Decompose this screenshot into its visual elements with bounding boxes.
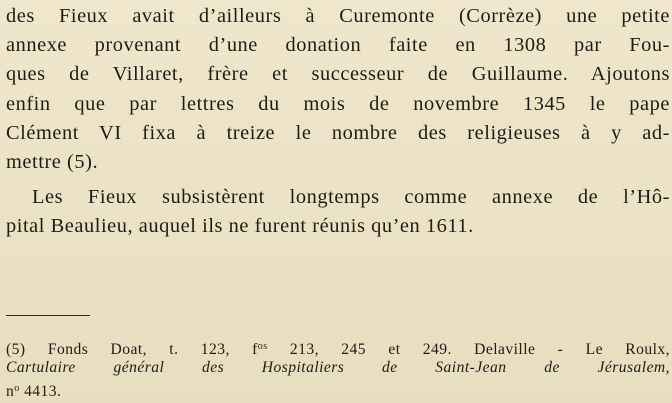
footnote-text: n — [6, 383, 15, 400]
footnote-text: 4413. — [24, 383, 62, 400]
footnote-5 — [6, 336, 670, 399]
text-line: mettre (5). — [6, 150, 99, 173]
text-line: enfin que par lettres du mois de novembre 1345 le pape — [6, 92, 670, 115]
footnote-superscript: o — [14, 383, 20, 394]
footnote-superscript: os — [257, 341, 268, 352]
footnote-line — [6, 336, 670, 357]
paragraph-2 — [6, 183, 670, 241]
footnote-marker: (5) — [6, 341, 26, 358]
text-line: Clément VI fixa à treize le nombre des religieuses à y ad- — [6, 121, 670, 144]
text-line: annexe provenant d’une donation faite en 1308 par Fou- — [6, 34, 670, 57]
footnote-separator — [6, 315, 90, 316]
footnote-italic-title: Cartulaire général des Hospitaliers de Saint-Jean de Jérusalem, — [6, 359, 670, 376]
text-line: pital Beaulieu, auquel ils ne furent réunis qu’en 1611. — [6, 215, 474, 238]
paragraph-1 — [6, 2, 670, 177]
text-line: Les Fieux subsistèrent longtemps comme annexe de l’Hô- — [32, 186, 670, 209]
footnote-line — [6, 378, 670, 399]
footnote-text: 213, 245 et 249. Delaville - Le Roulx, — [289, 341, 670, 358]
text-line: des Fieux avait d’ailleurs à Curemonte (Corrèze) une petite — [6, 5, 670, 27]
text-line: ques de Villaret, frère et successeur de Guillaume. Ajoutons — [6, 63, 670, 86]
footnote-text: Fonds Doat, t. 123, f — [47, 341, 258, 358]
main-text — [6, 2, 670, 242]
